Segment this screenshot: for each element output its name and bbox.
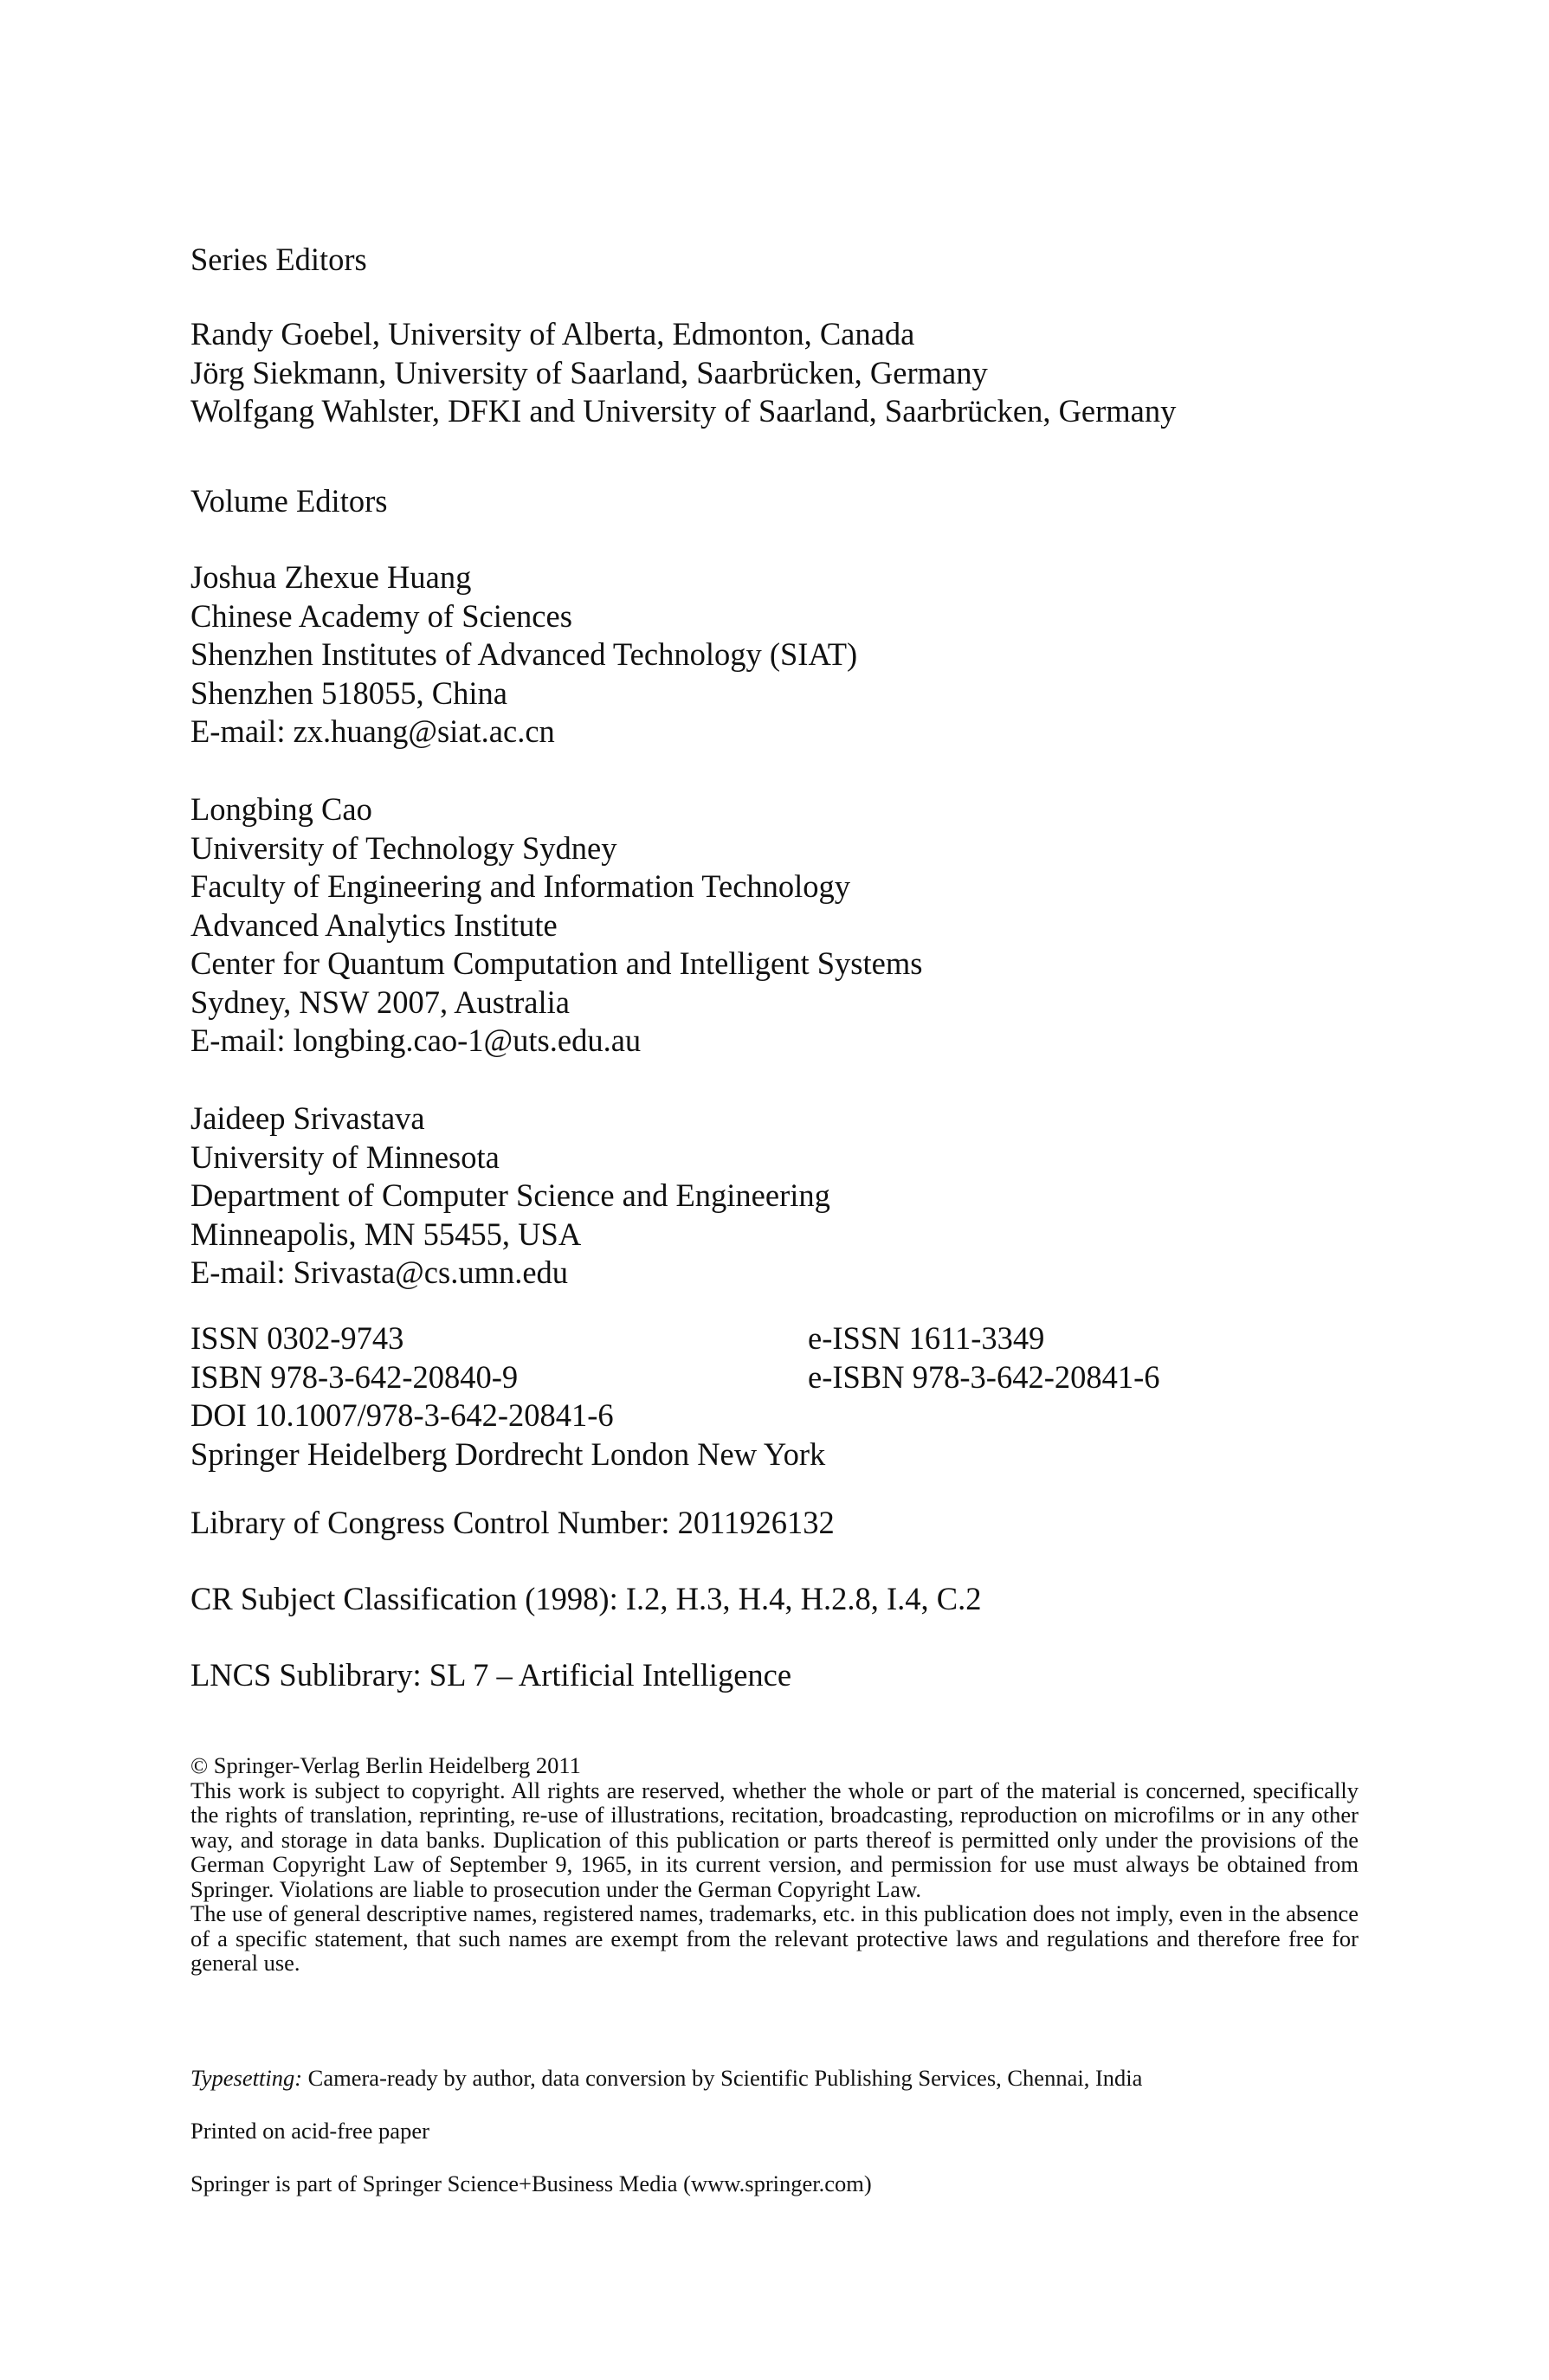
lncs-sublibrary: LNCS Sublibrary: SL 7 – Artificial Intelligence <box>190 1657 792 1693</box>
copyright-line: © Springer-Verlag Berlin Heidelberg 2011 <box>190 1752 581 1778</box>
series-editor: Wolfgang Wahlster, DFKI and University of Saarland, Saarbrücken, Germany <box>190 393 1177 429</box>
editor-affiliation: Advanced Analytics Institute <box>190 906 558 943</box>
volume-editors-heading: Volume Editors <box>190 483 388 519</box>
isbn: ISBN 978-3-642-20840-9 <box>190 1358 519 1395</box>
editor-affiliation: University of Technology Sydney <box>190 829 617 866</box>
editor-affiliation: Chinese Academy of Sciences <box>190 597 572 634</box>
springer-part-note: Springer is part of Springer Science+Business Media (www.springer.com) <box>190 2170 872 2196</box>
editor-name: Joshua Zhexue Huang <box>190 559 472 595</box>
series-editor: Randy Goebel, University of Alberta, Edmonton, Canada <box>190 316 915 352</box>
series-editors-list <box>190 315 1385 431</box>
series-editor: Jörg Siekmann, University of Saarland, Saarbrücken, Germany <box>190 354 988 390</box>
eissn: e-ISSN 1611-3349 <box>808 1320 1045 1356</box>
editor-affiliation: Center for Quantum Computation and Intelligent Systems <box>190 945 923 981</box>
editor-name: Jaideep Srivastava <box>190 1100 425 1136</box>
copyright-notice <box>190 1753 1359 1976</box>
volume-editor-huang <box>190 558 1385 751</box>
typesetting-text: Camera-ready by author, data conversion by Scientific Publishing Services, Chennai, India <box>307 2065 1143 2091</box>
library-of-congress: Library of Congress Control Number: 2011926132 <box>190 1505 835 1540</box>
editor-address: Sydney, NSW 2007, Australia <box>190 984 570 1020</box>
publisher-cities: Springer Heidelberg Dordrecht London New York <box>190 1435 826 1472</box>
editor-affiliation: Department of Computer Science and Engineering <box>190 1177 830 1213</box>
typesetting-label: Typesetting: <box>190 2065 303 2091</box>
eisbn: e-ISBN 978-3-642-20841-6 <box>808 1358 1160 1395</box>
editor-name: Longbing Cao <box>190 791 372 827</box>
editor-email: E-mail: Srivasta@cs.umn.edu <box>190 1254 569 1290</box>
editor-affiliation: Shenzhen Institutes of Advanced Technology (SIAT) <box>190 636 858 672</box>
editor-affiliation: Faculty of Engineering and Information Technology <box>190 868 851 904</box>
editor-address: Minneapolis, MN 55455, USA <box>190 1216 582 1252</box>
issn: ISSN 0302-9743 <box>190 1320 404 1356</box>
editor-email: E-mail: longbing.cao-1@uts.edu.au <box>190 1022 642 1058</box>
volume-editor-srivastava <box>190 1100 1385 1293</box>
identifiers-block <box>190 1319 1316 1474</box>
cr-subject-classification: CR Subject Classification (1998): I.2, H.3, H.4, H.2.8, I.4, C.2 <box>190 1581 982 1616</box>
doi: DOI 10.1007/978-3-642-20841-6 <box>190 1397 614 1433</box>
series-editors-heading: Series Editors <box>190 242 367 277</box>
editor-email: E-mail: zx.huang@siat.ac.cn <box>190 713 555 749</box>
editor-address: Shenzhen 518055, China <box>190 674 507 711</box>
typesetting-note <box>190 2066 1359 2091</box>
volume-editor-cao <box>190 790 1385 1061</box>
trademark-paragraph: The use of general descriptive names, registered names, trademarks, etc. in this publication does not imply, even in the absence of a specific statement, that such names are exempt from the relevant protective laws and regulations and therefore free for general use. <box>190 1900 1359 1976</box>
acid-free-note: Printed on acid-free paper <box>190 2118 429 2144</box>
copyright-paragraph: This work is subject to copyright. All rights are reserved, whether the whole or part of the material is concerned, specifically the rights of translation, reprinting, re-use of illustrations, recitation, broadcasting, reproduction on microfilms or in any other way, and storage in data banks. Duplication of this publication or parts thereof is permitted only under the provisions of the German Copyright Law of September 9, 1965, in its current version, and permission for use must always be obtained from Springer. Violations are liable to prosecution under the German Copyright Law. <box>190 1777 1359 1902</box>
editor-affiliation: University of Minnesota <box>190 1138 500 1175</box>
